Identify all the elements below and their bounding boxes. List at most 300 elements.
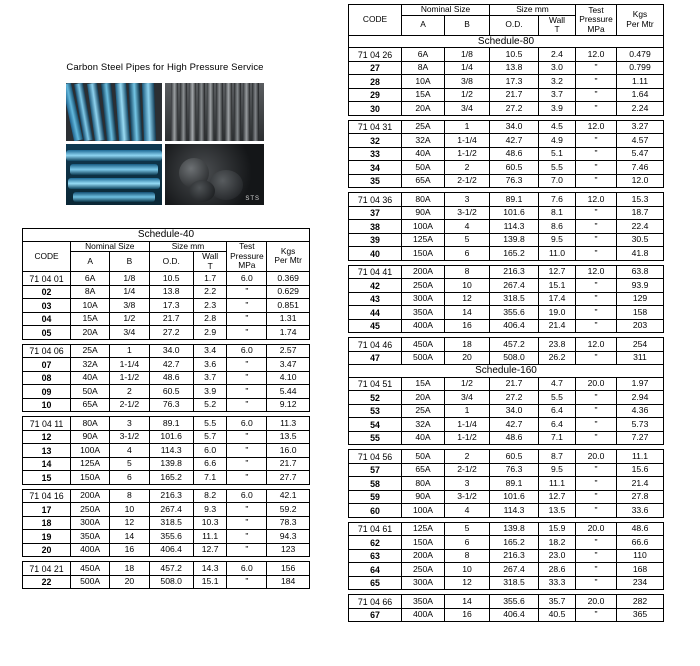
table-row <box>349 220 664 234</box>
cell-a: 65A <box>402 174 445 188</box>
cell-b: 3 <box>445 477 490 491</box>
header-wall-t <box>539 15 576 35</box>
cell-wall: 15.1 <box>539 279 576 293</box>
cell-code: 14 <box>23 457 71 471</box>
cell-a: 350A <box>402 595 445 609</box>
table-row <box>349 102 664 116</box>
cell-od: 13.8 <box>490 61 539 75</box>
cell-od: 508.0 <box>149 575 193 589</box>
cell-a: 10A <box>402 75 445 89</box>
cell-kg: 123 <box>267 543 310 557</box>
cell-tp: " <box>576 463 617 477</box>
cell-b: 3-1/2 <box>110 430 149 444</box>
cell-wall: 7.6 <box>539 193 576 207</box>
cell-tp: " <box>576 351 617 365</box>
cell-kg: 11.1 <box>617 450 664 464</box>
cell-a: 40A <box>402 147 445 161</box>
table-row <box>23 385 310 399</box>
cell-od: 101.6 <box>490 490 539 504</box>
table-row <box>349 608 664 622</box>
cell-od: 34.0 <box>149 344 193 358</box>
header-test-pressure-l3: MPa <box>587 23 605 34</box>
cell-code: 29 <box>349 88 402 102</box>
table-row <box>349 463 664 477</box>
cell-a: 6A <box>402 48 445 62</box>
cell-tp: 6.0 <box>227 344 267 358</box>
cell-tp: " <box>576 490 617 504</box>
cell-od: 165.2 <box>490 536 539 550</box>
cell-od: 76.3 <box>490 463 539 477</box>
cell-kg: 94.3 <box>267 530 310 544</box>
table-row <box>349 120 664 134</box>
cell-code: 60 <box>349 504 402 518</box>
cell-wall: 23.0 <box>539 549 576 563</box>
cell-od: 114.3 <box>490 504 539 518</box>
cell-code: 67 <box>349 608 402 622</box>
cell-b: 8 <box>445 265 490 279</box>
section-title-schedule-160: Schedule-160 <box>349 365 664 378</box>
cell-b: 16 <box>110 543 149 557</box>
cell-od: 216.3 <box>149 489 193 503</box>
cell-tp: " <box>576 477 617 491</box>
cell-tp: " <box>227 471 267 485</box>
cell-tp: " <box>576 608 617 622</box>
cell-kg: 13.5 <box>267 430 310 444</box>
cell-code: 20 <box>23 543 71 557</box>
header-wall-t <box>193 252 227 272</box>
cell-code: 02 <box>23 285 71 299</box>
header-a: A <box>402 15 445 35</box>
header-code: CODE <box>349 5 402 36</box>
cell-kg: 0.629 <box>267 285 310 299</box>
cell-code: 71 04 46 <box>349 338 402 352</box>
table-row <box>349 490 664 504</box>
cell-tp: " <box>227 543 267 557</box>
cell-wall: 9.3 <box>193 503 227 517</box>
cell-od: 27.2 <box>490 102 539 116</box>
cell-code: 10 <box>23 398 71 412</box>
cell-kg: 0.851 <box>267 299 310 313</box>
cell-wall: 5.1 <box>539 147 576 161</box>
cell-od: 355.6 <box>149 530 193 544</box>
product-photo-group <box>66 83 264 205</box>
cell-a: 8A <box>402 61 445 75</box>
table-row <box>349 536 664 550</box>
cell-wall: 5.5 <box>193 417 227 431</box>
cell-a: 25A <box>402 404 445 418</box>
cell-tp: " <box>227 385 267 399</box>
cell-kg: 1.97 <box>617 377 664 391</box>
cell-b: 16 <box>445 608 490 622</box>
table-row <box>349 404 664 418</box>
cell-kg: 3.47 <box>267 358 310 372</box>
cell-tp: " <box>227 430 267 444</box>
cell-kg: 282 <box>617 595 664 609</box>
cell-code: 64 <box>349 563 402 577</box>
cell-b: 1-1/2 <box>110 371 149 385</box>
cell-wall: 8.2 <box>193 489 227 503</box>
cell-wall: 1.7 <box>193 272 227 286</box>
cell-wall: 6.4 <box>539 404 576 418</box>
cell-code: 71 04 06 <box>23 344 71 358</box>
cell-kg: 203 <box>617 319 664 333</box>
header-test-pressure-l1: Test <box>239 241 255 251</box>
cell-b: 1-1/4 <box>110 358 149 372</box>
cell-code: 57 <box>349 463 402 477</box>
cell-wall: 3.7 <box>539 88 576 102</box>
cell-a: 400A <box>402 608 445 622</box>
cell-tp: " <box>227 457 267 471</box>
cell-od: 457.2 <box>490 338 539 352</box>
table-row <box>23 575 310 589</box>
table-row <box>349 450 664 464</box>
page-title: Carbon Steel Pipes for High Pressure Service <box>66 62 264 73</box>
cell-a: 80A <box>71 417 110 431</box>
cell-tp: 20.0 <box>576 450 617 464</box>
cell-code: 09 <box>23 385 71 399</box>
cell-od: 21.7 <box>490 377 539 391</box>
cell-tp: " <box>227 503 267 517</box>
header-wall-l1: Wall <box>549 14 565 25</box>
cell-tp: " <box>227 530 267 544</box>
cell-kg: 78.3 <box>267 516 310 530</box>
table-row <box>349 576 664 590</box>
cell-wall: 5.5 <box>539 391 576 405</box>
cell-b: 1/4 <box>110 285 149 299</box>
cell-code: 71 04 01 <box>23 272 71 286</box>
cell-tp: 20.0 <box>576 595 617 609</box>
table-row <box>23 272 310 286</box>
cell-od: 48.6 <box>490 431 539 445</box>
cell-a: 350A <box>71 530 110 544</box>
cell-b: 3/4 <box>110 326 149 340</box>
cell-wall: 26.2 <box>539 351 576 365</box>
cell-code: 44 <box>349 306 402 320</box>
cell-b: 2-1/2 <box>445 463 490 477</box>
cell-tp: 6.0 <box>227 272 267 286</box>
cell-tp: 12.0 <box>576 48 617 62</box>
cell-od: 10.5 <box>490 48 539 62</box>
cell-wall: 11.1 <box>193 530 227 544</box>
cell-a: 6A <box>71 272 110 286</box>
cell-code: 19 <box>23 530 71 544</box>
cell-kg: 4.10 <box>267 371 310 385</box>
cell-tp: " <box>227 444 267 458</box>
cell-tp: " <box>576 504 617 518</box>
header-test-pressure-l2: Pressure <box>579 14 613 25</box>
cell-a: 300A <box>71 516 110 530</box>
table-row <box>23 312 310 326</box>
cell-code: 71 04 51 <box>349 377 402 391</box>
table-row <box>349 279 664 293</box>
cell-wall: 3.6 <box>193 358 227 372</box>
header-wall-l2: T <box>554 24 560 35</box>
cell-wall: 21.4 <box>539 319 576 333</box>
cell-kg: 1.74 <box>267 326 310 340</box>
cell-code: 71 04 41 <box>349 265 402 279</box>
cell-kg: 18.7 <box>617 206 664 220</box>
cell-tp: " <box>576 233 617 247</box>
cell-code: 39 <box>349 233 402 247</box>
cell-code: 71 04 66 <box>349 595 402 609</box>
cell-code: 54 <box>349 418 402 432</box>
photo-pipes-bundle-grey <box>165 83 264 141</box>
section-title-schedule-80: Schedule-80 <box>349 35 664 48</box>
cell-od: 114.3 <box>149 444 193 458</box>
cell-od: 48.6 <box>149 371 193 385</box>
cell-a: 150A <box>402 536 445 550</box>
table-row <box>23 344 310 358</box>
cell-tp: " <box>576 319 617 333</box>
header-code: CODE <box>23 241 71 272</box>
cell-od: 406.4 <box>490 319 539 333</box>
cell-tp: " <box>576 536 617 550</box>
cell-b: 1/2 <box>445 88 490 102</box>
cell-tp: " <box>576 404 617 418</box>
table-row <box>23 417 310 431</box>
cell-od: 355.6 <box>490 306 539 320</box>
cell-code: 05 <box>23 326 71 340</box>
cell-tp: " <box>576 563 617 577</box>
cell-b: 10 <box>110 503 149 517</box>
cell-wall: 8.1 <box>539 206 576 220</box>
cell-kg: 5.73 <box>617 418 664 432</box>
cell-wall: 15.9 <box>539 522 576 536</box>
cell-tp: 12.0 <box>576 120 617 134</box>
cell-tp: " <box>576 431 617 445</box>
cell-wall: 33.3 <box>539 576 576 590</box>
cell-kg: 1.64 <box>617 88 664 102</box>
cell-a: 100A <box>71 444 110 458</box>
cell-od: 457.2 <box>149 562 193 576</box>
cell-kg: 234 <box>617 576 664 590</box>
header-b: B <box>445 15 490 35</box>
cell-od: 21.7 <box>149 312 193 326</box>
table-row <box>349 88 664 102</box>
cell-b: 1/8 <box>445 48 490 62</box>
cell-kg: 7.27 <box>617 431 664 445</box>
cell-kg: 2.94 <box>617 391 664 405</box>
cell-kg: 66.6 <box>617 536 664 550</box>
right-column <box>348 4 686 622</box>
cell-kg: 156 <box>267 562 310 576</box>
cell-od: 101.6 <box>149 430 193 444</box>
cell-kg: 9.12 <box>267 398 310 412</box>
cell-od: 42.7 <box>490 418 539 432</box>
cell-tp: " <box>227 516 267 530</box>
cell-tp: 12.0 <box>576 265 617 279</box>
table-row <box>349 247 664 261</box>
table-row <box>23 430 310 444</box>
cell-od: 10.5 <box>149 272 193 286</box>
cell-code: 40 <box>349 247 402 261</box>
cell-code: 47 <box>349 351 402 365</box>
cell-od: 216.3 <box>490 549 539 563</box>
cell-wall: 35.7 <box>539 595 576 609</box>
cell-a: 25A <box>71 344 110 358</box>
cell-code: 71 04 56 <box>349 450 402 464</box>
cell-a: 400A <box>71 543 110 557</box>
cell-b: 6 <box>445 536 490 550</box>
cell-a: 80A <box>402 193 445 207</box>
cell-wall: 11.1 <box>539 477 576 491</box>
cell-b: 10 <box>445 563 490 577</box>
cell-a: 15A <box>402 377 445 391</box>
cell-od: 406.4 <box>490 608 539 622</box>
cell-a: 300A <box>402 576 445 590</box>
table-row <box>349 161 664 175</box>
cell-tp: " <box>227 299 267 313</box>
cell-od: 17.3 <box>149 299 193 313</box>
cell-od: 114.3 <box>490 220 539 234</box>
cell-b: 3/4 <box>445 391 490 405</box>
cell-a: 65A <box>71 398 110 412</box>
header-kgs-l2: Per Mtr <box>626 18 654 29</box>
cell-od: 34.0 <box>490 404 539 418</box>
cell-code: 71 04 21 <box>23 562 71 576</box>
cell-kg: 0.369 <box>267 272 310 286</box>
cell-a: 40A <box>71 371 110 385</box>
cell-wall: 9.5 <box>539 463 576 477</box>
cell-b: 1-1/4 <box>445 134 490 148</box>
table-row <box>349 147 664 161</box>
cell-code: 38 <box>349 220 402 234</box>
cell-code: 07 <box>23 358 71 372</box>
cell-kg: 16.0 <box>267 444 310 458</box>
cell-tp: " <box>576 292 617 306</box>
cell-code: 03 <box>23 299 71 313</box>
cell-a: 150A <box>71 471 110 485</box>
cell-kg: 93.9 <box>617 279 664 293</box>
cell-od: 267.4 <box>490 563 539 577</box>
table-row <box>349 174 664 188</box>
cell-tp: " <box>576 161 617 175</box>
cell-tp: " <box>576 549 617 563</box>
header-kgs-l1: Kgs <box>280 245 296 256</box>
header-kgs-per-mtr <box>617 5 664 36</box>
cell-kg: 21.4 <box>617 477 664 491</box>
table-row <box>23 543 310 557</box>
cell-b: 1-1/4 <box>445 418 490 432</box>
cell-b: 4 <box>110 444 149 458</box>
cell-od: 355.6 <box>490 595 539 609</box>
cell-od: 89.1 <box>149 417 193 431</box>
cell-kg: 129 <box>617 292 664 306</box>
cell-a: 50A <box>402 450 445 464</box>
cell-a: 125A <box>402 522 445 536</box>
cell-a: 90A <box>402 490 445 504</box>
cell-a: 300A <box>402 292 445 306</box>
cell-kg: 254 <box>617 338 664 352</box>
cell-wall: 12.7 <box>539 490 576 504</box>
table-row <box>349 477 664 491</box>
cell-wall: 3.4 <box>193 344 227 358</box>
cell-wall: 8.6 <box>539 220 576 234</box>
cell-a: 100A <box>402 220 445 234</box>
cell-b: 4 <box>445 504 490 518</box>
cell-wall: 3.7 <box>193 371 227 385</box>
cell-tp: " <box>227 358 267 372</box>
table-row <box>349 522 664 536</box>
cell-tp: " <box>576 174 617 188</box>
cell-a: 32A <box>402 418 445 432</box>
cell-a: 450A <box>71 562 110 576</box>
cell-od: 267.4 <box>149 503 193 517</box>
cell-a: 40A <box>402 431 445 445</box>
cell-wall: 7.0 <box>539 174 576 188</box>
cell-a: 100A <box>402 504 445 518</box>
cell-kg: 3.27 <box>617 120 664 134</box>
cell-kg: 42.1 <box>267 489 310 503</box>
table-row <box>349 391 664 405</box>
cell-code: 71 04 61 <box>349 522 402 536</box>
cell-b: 14 <box>445 595 490 609</box>
cell-tp: " <box>576 279 617 293</box>
cell-b: 6 <box>445 247 490 261</box>
cell-od: 139.8 <box>149 457 193 471</box>
cell-b: 16 <box>445 319 490 333</box>
cell-wall: 5.2 <box>193 398 227 412</box>
cell-b: 3 <box>110 417 149 431</box>
cell-kg: 15.6 <box>617 463 664 477</box>
cell-tp: " <box>576 134 617 148</box>
table-row <box>23 371 310 385</box>
cell-b: 12 <box>110 516 149 530</box>
cell-wall: 23.8 <box>539 338 576 352</box>
cell-wall: 40.5 <box>539 608 576 622</box>
table-row <box>349 193 664 207</box>
cell-od: 48.6 <box>490 147 539 161</box>
cell-wall: 15.1 <box>193 575 227 589</box>
cell-code: 58 <box>349 477 402 491</box>
cell-od: 318.5 <box>149 516 193 530</box>
cell-code: 43 <box>349 292 402 306</box>
cell-kg: 365 <box>617 608 664 622</box>
cell-a: 500A <box>402 351 445 365</box>
cell-b: 3/8 <box>110 299 149 313</box>
table-row <box>23 503 310 517</box>
cell-b: 10 <box>445 279 490 293</box>
cell-od: 60.5 <box>490 161 539 175</box>
cell-od: 139.8 <box>490 233 539 247</box>
cell-code: 12 <box>23 430 71 444</box>
table-row <box>349 377 664 391</box>
header-od: O.D. <box>490 15 539 35</box>
cell-tp: " <box>227 312 267 326</box>
cell-a: 200A <box>402 549 445 563</box>
cell-b: 5 <box>445 233 490 247</box>
cell-a: 20A <box>402 102 445 116</box>
cell-wall: 5.5 <box>539 161 576 175</box>
cell-kg: 15.3 <box>617 193 664 207</box>
cell-code: 17 <box>23 503 71 517</box>
cell-od: 89.1 <box>490 477 539 491</box>
cell-b: 8 <box>445 549 490 563</box>
table-row <box>23 457 310 471</box>
cell-b: 2-1/2 <box>445 174 490 188</box>
cell-od: 21.7 <box>490 88 539 102</box>
cell-od: 42.7 <box>149 358 193 372</box>
table-row <box>349 48 664 62</box>
table-row <box>23 358 310 372</box>
header-kgs-l2: Per Mtr <box>274 255 302 266</box>
cell-a: 50A <box>402 161 445 175</box>
cell-tp: 6.0 <box>227 562 267 576</box>
cell-tp: 6.0 <box>227 489 267 503</box>
cell-b: 1-1/2 <box>445 147 490 161</box>
cell-b: 2 <box>445 161 490 175</box>
cell-wall: 5.7 <box>193 430 227 444</box>
